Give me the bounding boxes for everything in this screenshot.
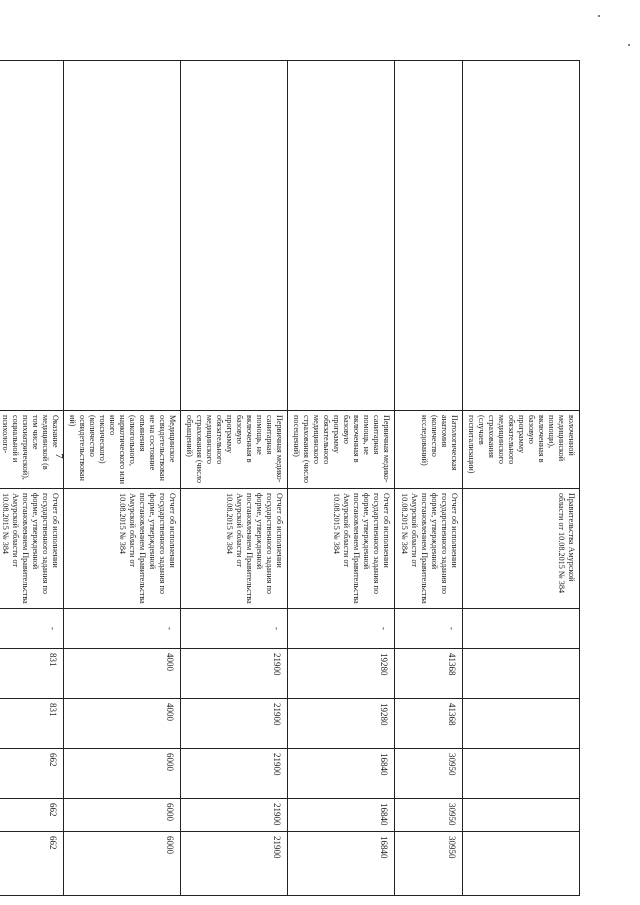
- value-cell: [463, 649, 580, 699]
- value-cell: -: [395, 609, 463, 649]
- empty-cell: [64, 61, 181, 411]
- value-cell: [463, 699, 580, 749]
- value-cell: -: [181, 609, 288, 649]
- report-cell: Отчет об исполнении государственного задания по форме, утвержденной постановлением Правительства Амурской области от 10.08.2015 № 384: [288, 489, 395, 609]
- value-cell: 662: [0, 749, 64, 799]
- service-cell: Оказание медицинской (в том числе психиатрической), социальной и психолого-: [0, 411, 64, 489]
- value-cell: 4000: [64, 649, 181, 699]
- value-cell: 662: [0, 832, 64, 896]
- value-cell: 41368: [395, 699, 463, 749]
- scan-speck: [628, 44, 630, 46]
- value-cell: 16840: [288, 832, 395, 896]
- empty-cell: [181, 61, 288, 411]
- value-cell: 4000: [64, 699, 181, 749]
- value-cell: [463, 832, 580, 896]
- value-cell: 21900: [181, 799, 288, 832]
- table-row: [181, 61, 288, 896]
- value-cell: 16840: [288, 799, 395, 832]
- value-cell: 831: [0, 699, 64, 749]
- empty-cell: [463, 61, 580, 411]
- report-cell: Отчет об исполнении государственного задания по форме, утвержденной постановлением Правительства Амурской области от 10.08.2015 № 384: [395, 489, 463, 609]
- empty-cell: [288, 61, 395, 411]
- value-cell: 30950: [395, 832, 463, 896]
- value-cell: -: [288, 609, 395, 649]
- scan-speck: [598, 15, 600, 17]
- value-cell: 21900: [181, 832, 288, 896]
- value-cell: 30950: [395, 749, 463, 799]
- value-cell: 21900: [181, 749, 288, 799]
- value-cell: 21900: [181, 649, 288, 699]
- value-cell: 19280: [288, 649, 395, 699]
- value-cell: -: [0, 609, 64, 649]
- report-cell: Отчет об исполнении государственного задания по форме, утвержденной постановлением Правительства Амурской области от 10.08.2015 № 384: [181, 489, 288, 609]
- table-row: [64, 61, 181, 896]
- value-cell: 30950: [395, 799, 463, 832]
- value-cell: 662: [0, 799, 64, 832]
- value-cell: [463, 749, 580, 799]
- table-row: [463, 61, 580, 896]
- value-cell: 6000: [64, 832, 181, 896]
- value-cell: 6000: [64, 749, 181, 799]
- service-cell: Первичная медико-санитарная помощь, не включенная в базовую программу обязательного медицинского страхования (число посещений): [288, 411, 395, 489]
- report-cell: Отчет об исполнении государственного задания по форме, утвержденной постановлением Правительства Амурской области от 10.08.2015 № 384: [0, 489, 64, 609]
- service-cell: волоченной медицинской помощи), включенная в базовую программу обязательного медицинского страхования (случаев госпитализации): [463, 411, 580, 489]
- service-cell: Медицинское освидетельствование на состояние опьянения (алкогольного, наркотического или иного токсического) (количество освидетельствований): [64, 411, 181, 489]
- report-cell: Отчет об исполнении государственного задания по форме, утвержденной постановлением Правительства Амурской области от 10.08.2015 № 384: [64, 489, 181, 609]
- value-cell: [463, 609, 580, 649]
- empty-cell: [395, 61, 463, 411]
- value-cell: 6000: [64, 799, 181, 832]
- empty-cell: [0, 61, 64, 411]
- table-row: [0, 61, 64, 896]
- value-cell: -: [64, 609, 181, 649]
- service-cell: Первичная медико-санитарная помощь, не включенная в базовую программу обязательного медицинского страхования (число обращений): [181, 411, 288, 489]
- value-cell: 16840: [288, 749, 395, 799]
- value-cell: [463, 799, 580, 832]
- value-cell: 21900: [181, 699, 288, 749]
- table-row: [395, 61, 463, 896]
- value-cell: 19280: [288, 699, 395, 749]
- service-cell: Патологическая анатомия (количество исследований): [395, 411, 463, 489]
- value-cell: 41368: [395, 649, 463, 699]
- report-cell: Правительства Амурской области от 10.08.2015 № 384: [463, 489, 580, 609]
- rotated-table-container: [1, 60, 580, 895]
- value-cell: 831: [0, 649, 64, 699]
- page-number: 7: [52, 453, 65, 459]
- state-task-table: [0, 60, 580, 896]
- table-row: [288, 61, 395, 896]
